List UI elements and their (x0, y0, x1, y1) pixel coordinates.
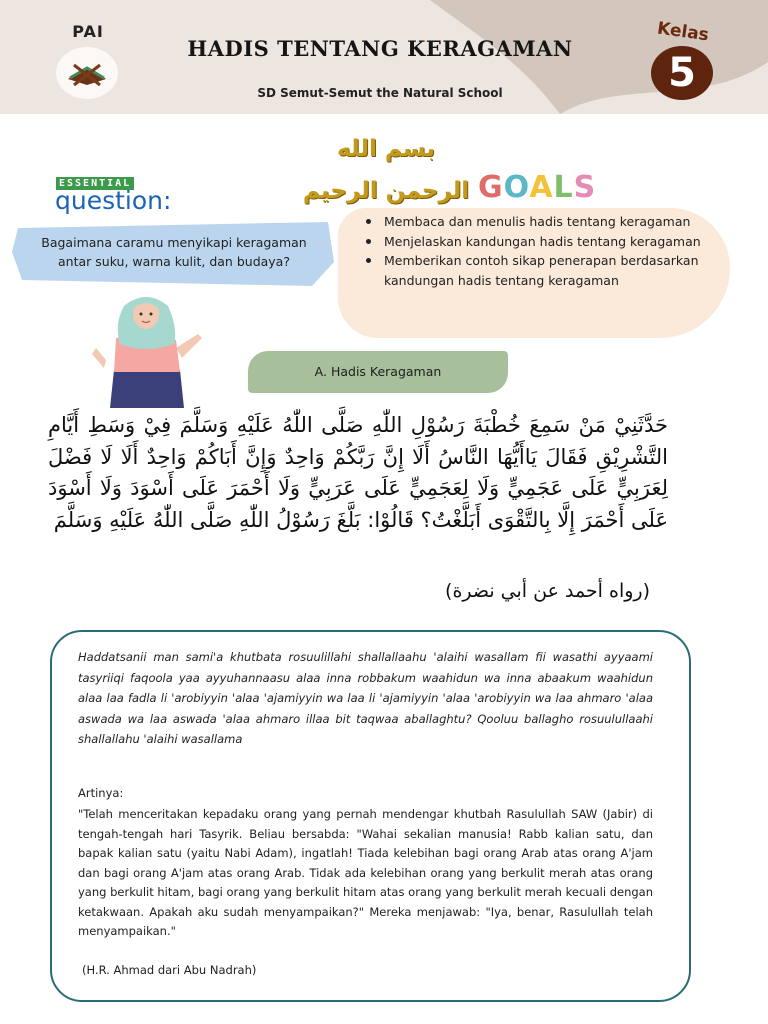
hadith-transliteration: Haddatsanii man sami'a khutbata rosuulillahi shallallaahu 'alaihi wasallam fii wasathi ayyaami tasyriiqi faqoola yaa ayyuhannaasu alaa inna robbakum waahidun wa inna abaakum waahidun alaa laa fadla li 'arobiyyin 'alaa 'ajamiyyin wa laa li 'ajamiyyin 'alaa 'arobiyyin wa laa ahmaro 'alaa aswada wa laa aswada 'alaa ahmaro illaa bit taqwaa aballaghtu? Qooluu ballagho rosuulullaahi shallallahu 'alaihi wasallama (78, 650, 653, 746)
goals-letter: G (478, 170, 504, 205)
kelas-label: Kelas (655, 18, 711, 46)
girl-illustration (86, 288, 208, 408)
section-heading: A. Hadis Keragaman (314, 364, 442, 379)
goals-letter: L (553, 170, 574, 205)
goals-letter: A (529, 170, 554, 205)
goals-letter: S (573, 170, 597, 205)
quran-stand-icon (62, 55, 112, 91)
hadith-translation: "Telah menceritakan kepadaku orang yang pernah mendengar khutbah Rasulullah SAW (Jabir) di tengah-tengah hari Tasyrik. Beliau bersabda: "Wahai sekalian manusia! Rabb kalian satu, dan bapak kalian satu (yaitu Nabi Adam), ingatlah! Tiada kelebihan bagi orang Arab atas orang A'jam dan bagi orang A'jam atas orang Arab. Tidak ada kelebihan orang yang berkulit merah atas orang yang berkulit hitam, bagi orang yang berkulit hitam atas orang yang berkulit merah kecuali dengan ketakwaan. Apakah aku sudah menyampaikan?" Mereka menjawab: "Iya, benar, Rasulullah telah menyampaikan." (78, 807, 653, 938)
hadith-arabic-text: حَدَّثَنِيْ مَنْ سَمِعَ خُطْبَةَ رَسُوْلِ اللّٰهِ صَلَّى اللّٰهُ عَلَيْهِ وَسَلَّمَ فِيْ وَسَطِ أَيَّامِ التَّشْرِيْقِ فَقَالَ يَاأَيُّهَا النَّاسُ أَلَا إِنَّ رَبَّكُمْ وَاحِدٌ وَإِنَّ أَبَاكُمْ وَاحِدٌ أَلَا لَا فَضْلَ لِعَرَبِيٍّ عَلَى عَجَمِيٍّ وَلَا لِعَجَمِيٍّ عَلَى عَرَبِيٍّ وَلَا أَحْمَرَ عَلَى أَسْوَدَ وَلَا أَسْوَدَ عَلَى أَحْمَرَ إِلَّا بِالتَّقْوَى أَبَلَّغْتُ؟ قَالُوْا: بَلَّغَ رَسُوْلُ اللّٰهِ صَلَّى اللّٰهُ عَلَيْهِ وَسَلَّمَ (48, 413, 668, 532)
pai-badge (56, 47, 118, 99)
goals-list (364, 212, 734, 290)
school-name: SD Semut-Semut the Natural School (257, 86, 503, 100)
goal-item: Memberikan contoh sikap penerapan berdasarkan kandungan hadis tentang keragaman (364, 251, 734, 290)
essential-question-text: Bagaimana caramu menyikapi keragaman antar suku, warna kulit, dan budaya? (41, 235, 307, 269)
translation-reference: (H.R. Ahmad dari Abu Nadrah) (82, 963, 257, 977)
translation-label: Artinya: (78, 786, 124, 800)
goal-item: Menjelaskan kandungan hadis tentang keragaman (364, 232, 734, 252)
goals-title (478, 170, 596, 205)
kelas-number-badge: 5 (651, 46, 713, 100)
goal-item: Membaca dan menulis hadis tentang keragaman (364, 212, 734, 232)
question-label: question: (55, 186, 172, 215)
pai-label: PAI (72, 22, 104, 41)
goals-letter: O (503, 170, 530, 205)
document-title: HADIS TENTANG KERAGAMAN (187, 36, 573, 61)
basmalah-calligraphy: بسم الله الرحمن الرحيم (302, 136, 470, 204)
hadith-arabic-reference: (رواه أحمد عن أبي نضرة) (445, 580, 650, 602)
essential-label: ESSENTIAL (56, 177, 134, 190)
